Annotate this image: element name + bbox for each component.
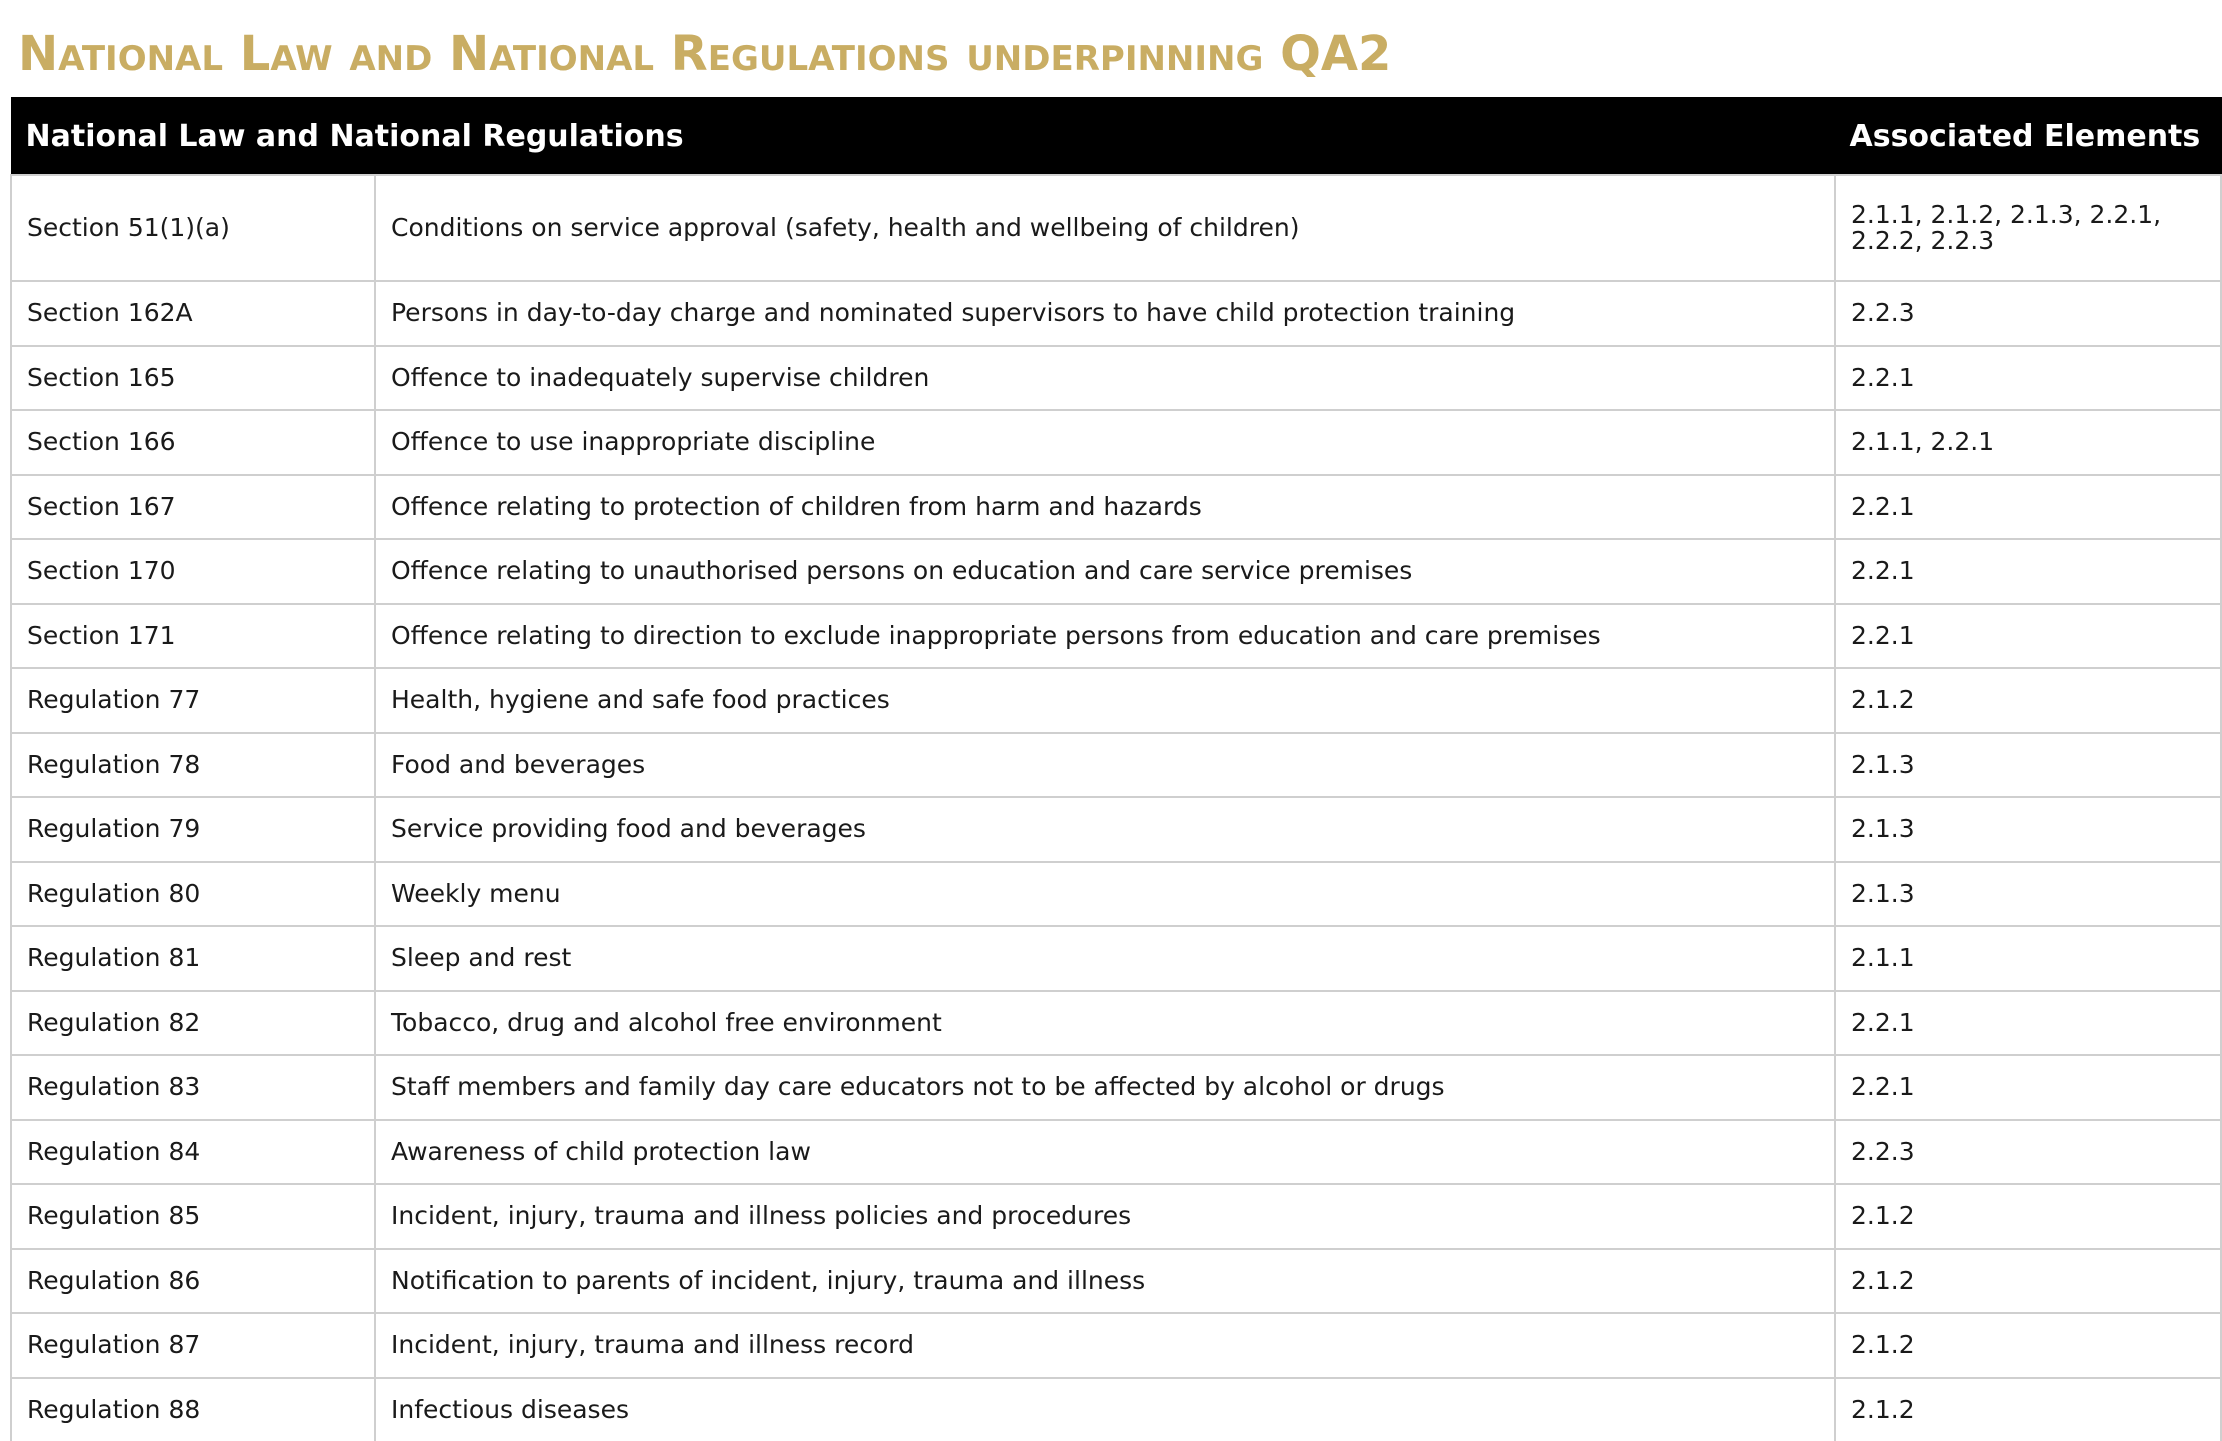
row-elements: 2.1.3 [1835,797,2221,862]
table-row [11,991,2221,1056]
table-row [11,539,2221,604]
row-reference: Section 167 [11,475,375,540]
row-description: Offence to use inappropriate discipline [375,410,1835,475]
table-row [11,346,2221,411]
row-elements: 2.2.1 [1835,991,2221,1056]
row-reference: Section 51(1)(a) [11,175,375,281]
row-description: Service providing food and beverages [375,797,1835,862]
row-description: Offence relating to direction to exclude inappropriate persons from education and care premises [375,604,1835,669]
row-elements: 2.2.3 [1835,1120,2221,1185]
row-reference: Regulation 83 [11,1055,375,1120]
row-reference: Regulation 88 [11,1378,375,1441]
row-reference: Section 171 [11,604,375,669]
row-elements: 2.1.1, 2.1.2, 2.1.3, 2.2.1, 2.2.2, 2.2.3 [1835,175,2221,281]
row-reference: Section 170 [11,539,375,604]
table-row [11,175,2221,281]
regulations-table [10,97,2222,1441]
row-reference: Regulation 78 [11,733,375,798]
row-description: Health, hygiene and safe food practices [375,668,1835,733]
row-reference: Section 162A [11,281,375,346]
row-description: Persons in day-to-day charge and nominated supervisors to have child protection training [375,281,1835,346]
table-row [11,1378,2221,1441]
row-description: Conditions on service approval (safety, health and wellbeing of children) [375,175,1835,281]
row-elements: 2.1.2 [1835,1313,2221,1378]
row-description: Weekly menu [375,862,1835,927]
table-header-row [11,98,2221,176]
row-reference: Section 166 [11,410,375,475]
row-reference: Regulation 85 [11,1184,375,1249]
row-elements: 2.1.1, 2.2.1 [1835,410,2221,475]
row-description: Incident, injury, trauma and illness policies and procedures [375,1184,1835,1249]
table-row [11,862,2221,927]
row-elements: 2.2.1 [1835,475,2221,540]
table-row [11,797,2221,862]
row-elements: 2.1.2 [1835,1184,2221,1249]
row-reference: Regulation 82 [11,991,375,1056]
row-description: Sleep and rest [375,926,1835,991]
row-elements: 2.2.3 [1835,281,2221,346]
table-row [11,668,2221,733]
row-description: Offence relating to unauthorised persons on education and care service premises [375,539,1835,604]
table-row [11,604,2221,669]
row-elements: 2.1.2 [1835,1378,2221,1441]
row-reference: Regulation 77 [11,668,375,733]
row-elements: 2.2.1 [1835,539,2221,604]
row-elements: 2.1.3 [1835,733,2221,798]
row-elements: 2.1.3 [1835,862,2221,927]
table-row [11,1055,2221,1120]
table-row [11,1313,2221,1378]
row-description: Incident, injury, trauma and illness record [375,1313,1835,1378]
table-row [11,475,2221,540]
row-reference: Regulation 84 [11,1120,375,1185]
row-elements: 2.1.2 [1835,668,2221,733]
row-reference: Regulation 81 [11,926,375,991]
table-row [11,733,2221,798]
row-reference: Regulation 86 [11,1249,375,1314]
row-elements: 2.2.1 [1835,346,2221,411]
row-description: Notification to parents of incident, injury, trauma and illness [375,1249,1835,1314]
row-description: Awareness of child protection law [375,1120,1835,1185]
header-associated-elements: Associated Elements [1835,98,2221,176]
table-row [11,410,2221,475]
row-reference: Regulation 87 [11,1313,375,1378]
row-elements: 2.2.1 [1835,1055,2221,1120]
row-elements: 2.1.1 [1835,926,2221,991]
row-reference: Regulation 79 [11,797,375,862]
row-description: Offence to inadequately supervise children [375,346,1835,411]
table-row [11,1249,2221,1314]
table-row [11,281,2221,346]
table-row [11,1184,2221,1249]
row-description: Staff members and family day care educators not to be affected by alcohol or drugs [375,1055,1835,1120]
page-title: National Law and National Regulations underpinning QA2 [18,20,1391,88]
header-law-regulations: National Law and National Regulations [11,98,1835,176]
row-description: Infectious diseases [375,1378,1835,1441]
row-reference: Regulation 80 [11,862,375,927]
table-row [11,926,2221,991]
row-elements: 2.2.1 [1835,604,2221,669]
row-description: Food and beverages [375,733,1835,798]
row-elements: 2.1.2 [1835,1249,2221,1314]
row-description: Tobacco, drug and alcohol free environment [375,991,1835,1056]
row-reference: Section 165 [11,346,375,411]
row-description: Offence relating to protection of children from harm and hazards [375,475,1835,540]
table-row [11,1120,2221,1185]
